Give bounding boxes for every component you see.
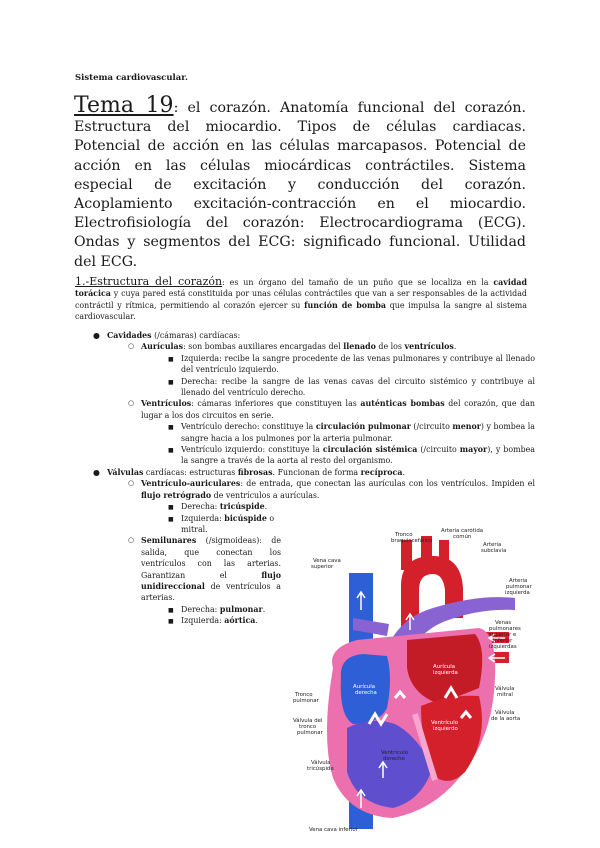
- item-text: Derecha:: [181, 604, 220, 614]
- item-text: Derecha:: [181, 502, 220, 512]
- page-title: [74, 93, 526, 272]
- tema-label: Tema 19: [74, 93, 174, 118]
- list-item-ventriculo-auriculares: [75, 478, 535, 501]
- bullet-square: ■: [168, 424, 174, 432]
- item-text: de ventrículos a aurículas.: [211, 490, 320, 500]
- item-text: (/circuito: [417, 445, 460, 455]
- item-text: (/sigmoideas): de salida, que conectan los ventrículos con las arterias. Garantizan el: [141, 536, 281, 580]
- item-text: Derecha: recibe la sangre de las venas cavas del circuito sistémico y contribuye al llenado del ventrículo derecho.: [181, 376, 535, 398]
- bullet-square: ■: [168, 355, 174, 363]
- item-bold: tricúspide: [219, 502, 265, 512]
- item-bold: mayor: [459, 445, 488, 455]
- bullet-square: ■: [168, 378, 174, 386]
- item-bold: Ventrículos: [141, 399, 192, 409]
- bullet-square: ■: [168, 504, 174, 512]
- bullet-dot: ●: [93, 467, 100, 477]
- item-bold: flujo retrógrado: [141, 490, 212, 500]
- bullet-circle: ○: [128, 399, 135, 408]
- item-text: : son bombas auxiliares encargadas del: [183, 342, 344, 352]
- item-bold: ventrículos: [404, 342, 454, 352]
- item-bold: aórtica: [224, 616, 256, 626]
- item-bold: Ventrículo-auriculares: [141, 479, 241, 489]
- bullet-square: ■: [168, 618, 174, 626]
- label-vena-cava-superior: Vena cava superior: [311, 558, 341, 570]
- label-vena-cava-inferior: Vena cava inferior: [309, 827, 358, 833]
- bullet-circle: ○: [128, 479, 135, 488]
- list-item-ventriculo-izquierdo: [75, 444, 535, 467]
- intro-bold: función de bomba: [304, 300, 386, 310]
- list-item-auricula-izquierda: [75, 353, 535, 376]
- item-text: ), y bombea la sangre a través de la aorta al resto del organismo.: [181, 445, 535, 466]
- item-text: Ventrículo derecho: constituye la: [181, 422, 316, 432]
- item-bold: auténticas bombas: [360, 399, 445, 409]
- title-text: el corazón. Anatomía funcional del corazón. Estructura del miocardio. Tipos de células cardiacas. Potencial de acción en las células marcapasos. Potencial de acción en las células miocárdicas contráctiles. Sistema especial de excitación y conducción del corazón. Acoplamiento excitación-contracción en el miocardio. Electrofisiología del corazón: Electrocardiograma (ECG). Ondas y segmentos del ECG: significado funcional. Utilidad del ECG.: [74, 100, 526, 270]
- item-text: . Funcionan de forma: [272, 467, 361, 477]
- label-valvula-tricuspide: Válvula tricúspide: [307, 760, 334, 772]
- item-text: : cámaras inferiores que constituyen las: [191, 399, 361, 409]
- tronco-braquiocefalico-shape: [401, 540, 412, 570]
- item-text: Izquierda: recibe la sangre procedente de las venas pulmonares y contribuye al llenado del ventrículo izquierdo.: [181, 353, 535, 375]
- item-text: : de entrada, que conectan las aurículas con los ventrículos. Impiden el: [240, 479, 535, 489]
- label-valvula-mitral: Válvula mitral: [495, 686, 515, 698]
- bullet-circle: ○: [128, 536, 135, 545]
- label-ventriculo-izquierdo: Ventrículo izquierdo: [431, 720, 459, 732]
- label-auricula-izquierda: Aurícula izquierda: [433, 664, 458, 676]
- list-item-bicuspide: [75, 513, 303, 536]
- item-text: (/cámaras) cardíacas:: [151, 331, 241, 340]
- item-text: del corazón, que dan lugar a los dos circuitos en serie.: [141, 399, 536, 420]
- item-text: .: [453, 342, 457, 352]
- intro-text: y cuya pared está constituida por unas células contráctiles que van a ser responsables de la actividad contráctil y rítmica, permitiendo al corazón ejercer su: [75, 289, 527, 310]
- intro-bold: cavidad torácica: [75, 278, 527, 299]
- item-bold: Semilunares: [141, 536, 197, 546]
- item-text: .: [402, 467, 405, 477]
- item-bold: llenado: [343, 342, 376, 352]
- list-item-auriculas: [75, 341, 535, 352]
- item-text: (/circuito: [410, 422, 453, 432]
- item-text: ) y bombea la sangre hacia a los pulmones por la arteria pulmonar.: [181, 422, 536, 443]
- label-valvula-tronco-pulmonar: Válvula del tronco pulmonar: [293, 718, 323, 736]
- item-text: o mitral.: [181, 513, 275, 534]
- item-text: Izquierda:: [181, 513, 225, 523]
- item-bold: Válvulas: [107, 467, 144, 477]
- label-aorta: Aorta: [425, 588, 440, 594]
- page-header: Sistema cardiovascular.: [75, 73, 188, 83]
- subclavia-shape: [439, 540, 449, 564]
- bullet-square: ■: [168, 447, 174, 455]
- label-arteria-pulmonar-izquierda: Arteria pulmonar izquierda: [505, 578, 532, 596]
- intro-text: : es un órgano del tamaño de un puño que se localiza en la: [222, 278, 494, 287]
- label-tronco-pulmonar: Tronco pulmonar: [293, 692, 319, 704]
- label-carotida: Arteria carótida común: [441, 528, 484, 540]
- item-text: .: [262, 604, 266, 614]
- item-text: .: [255, 616, 258, 626]
- list-item-ventriculos: [75, 398, 535, 421]
- item-text: Izquierda:: [181, 616, 225, 626]
- tema-colon: :: [173, 100, 179, 116]
- list-item-semilunares: [75, 535, 281, 603]
- item-text: de los: [375, 342, 405, 352]
- label-tronco-braquiocefalico: Tronco braquiocefálico: [391, 532, 433, 544]
- list-item-auricula-derecha: [75, 376, 535, 399]
- heart-diagram: [283, 528, 543, 833]
- item-bold: circulación pulmonar: [315, 422, 411, 432]
- label-venas-pulmonares: Venas pulmonares superior e inferior izquierdas: [489, 620, 521, 650]
- label-ventriculo-derecho: Ventrículo derecho: [381, 750, 409, 762]
- list-item-tricuspide: [75, 501, 535, 512]
- item-bold: menor: [452, 422, 481, 432]
- label-subclavia: Arteria subclavia: [481, 542, 507, 554]
- bullet-square: ■: [168, 606, 174, 614]
- label-valvula-aorta: Válvula de la aorta: [491, 710, 521, 722]
- item-text: de ventrículos a arterias.: [141, 581, 281, 603]
- item-bold: fibrosas: [237, 467, 273, 477]
- item-bold: circulación sistémica: [322, 445, 418, 455]
- bullet-square: ■: [168, 515, 174, 523]
- list-item-ventriculo-derecho: [75, 421, 535, 444]
- list-item-cavidades: [75, 330, 535, 341]
- item-text: cardíacas: estructuras: [143, 467, 238, 477]
- item-bold: pulmonar: [219, 604, 263, 614]
- item-bold: flujo unidireccional: [141, 570, 281, 591]
- item-bold: Cavidades: [107, 331, 152, 340]
- intro-text: que impulsa la sangre al sistema cardiovascular.: [75, 300, 527, 322]
- label-auricula-derecha: Aurícula derecha: [353, 684, 377, 696]
- item-bold: bicúspide: [224, 513, 267, 523]
- list-item-valvulas: [75, 467, 535, 478]
- item-bold: Aurículas: [141, 342, 184, 352]
- section-heading: 1.-Estructura del corazón: [75, 275, 223, 288]
- item-text: .: [264, 502, 268, 512]
- intro-paragraph: [75, 276, 527, 323]
- bullet-circle: ○: [128, 342, 135, 351]
- item-text: Ventrículo izquierdo: constituye la: [181, 445, 323, 455]
- bullet-dot: ●: [93, 331, 100, 340]
- item-bold: recíproca: [360, 467, 403, 477]
